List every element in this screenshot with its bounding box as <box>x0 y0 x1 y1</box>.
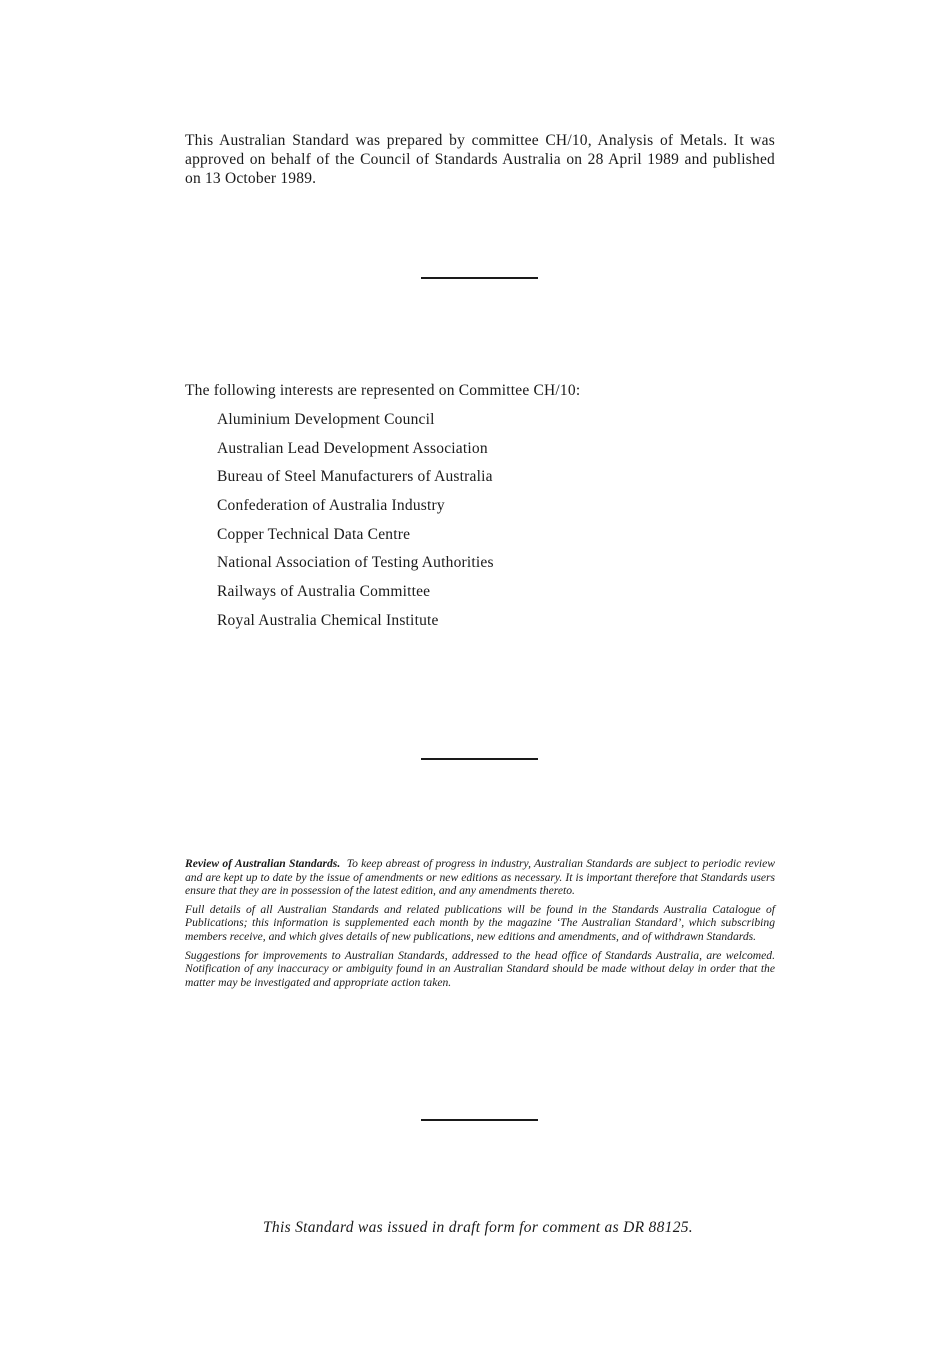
committee-member: Bureau of Steel Manufacturers of Australia <box>217 468 493 486</box>
committee-member: National Association of Testing Authorities <box>217 554 494 572</box>
preparation-statement: This Australian Standard was prepared by committee CH/10, Analysis of Metals. It was approved on behalf of the Council of Standards Australia on 28 April 1989 and published on 13 October 1989. <box>185 132 775 187</box>
section-divider <box>421 758 538 760</box>
review-notice <box>185 857 775 994</box>
committee-member: Royal Australia Chemical Institute <box>217 611 439 629</box>
review-heading: Review of Australian Standards. <box>185 857 341 870</box>
review-paragraph-text: To keep abreast of progress in industry, Australian Standards are subject to periodic review and are kept up to date by the issue of amendments or new editions as necessary. It is important therefore that Standards users ensure that they are in possession of the latest edition, and any amendments thereto. <box>185 857 775 898</box>
review-paragraph: Suggestions for improvements to Australian Standards, addressed to the head office of Standards Australia, are welcomed. Notification of any inaccuracy or ambiguity found in an Australian Standard should be made without delay in order that the matter may be investigated and appropriate action taken. <box>185 948 775 989</box>
committee-member: Railways of Australia Committee <box>217 583 431 601</box>
committee-member: Copper Technical Data Centre <box>217 525 411 543</box>
committee-intro: The following interests are represented on Committee CH/10: <box>185 382 581 399</box>
committee-member: Confederation of Australia Industry <box>217 497 445 515</box>
committee-member: Aluminium Development Council <box>217 411 435 428</box>
committee-section <box>185 381 775 640</box>
section-divider <box>421 277 538 279</box>
review-paragraph: Full details of all Australian Standards and related publications will be found in the Standards Australia Catalogue of Publications; this information is supplemented each month by the magazine ‘The Australian Standard’, which subscribing members receive, and which gives details of new publications, new editions and amendments, and of withdrawn Standards. <box>185 902 775 943</box>
section-divider <box>421 1119 538 1121</box>
review-paragraph <box>185 857 775 898</box>
committee-member: Australian Lead Development Association <box>217 439 488 457</box>
committee-member-list <box>185 410 775 630</box>
draft-note: This Standard was issued in draft form for comment as DR 88125. <box>263 1219 693 1236</box>
